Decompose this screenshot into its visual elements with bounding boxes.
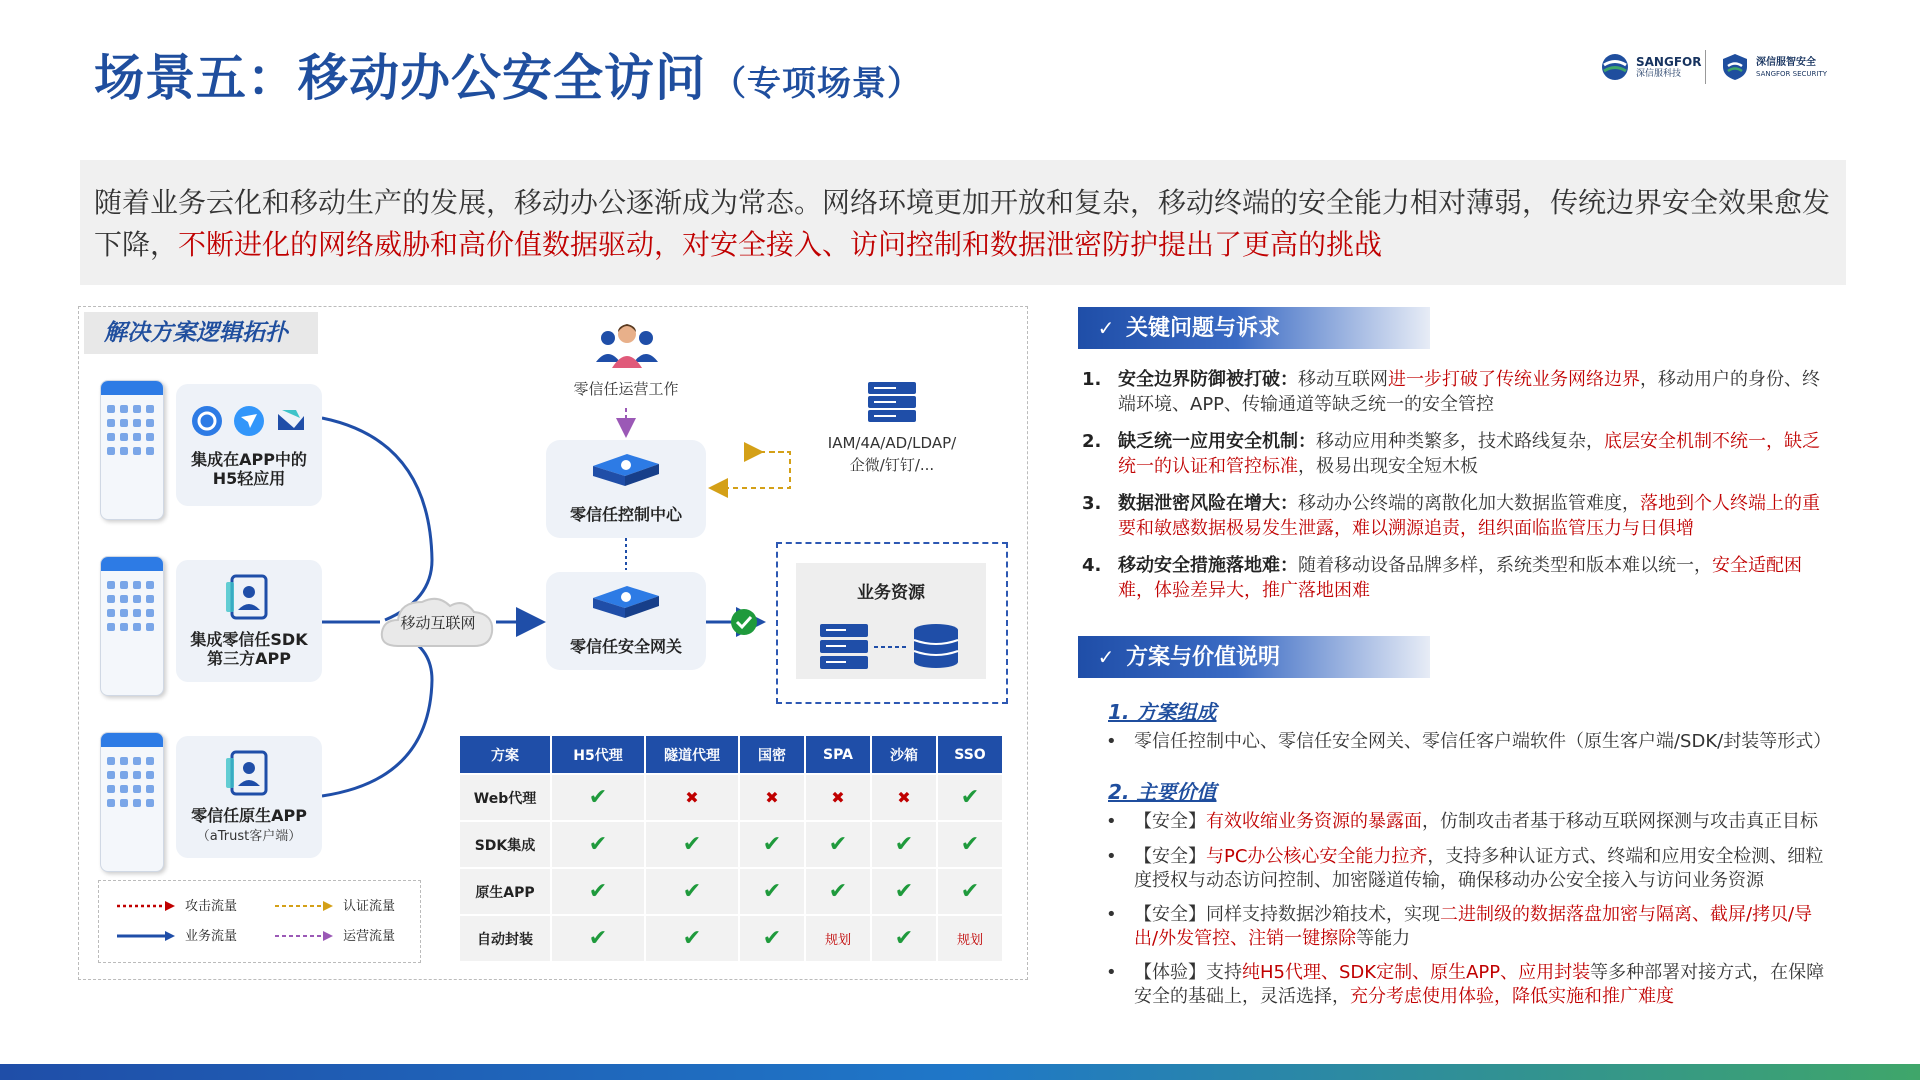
value-tag: 【安全】	[1134, 811, 1206, 832]
app-label-native: 零信任原生APP	[191, 806, 307, 825]
issue-highlight: 进一步打破了传统业务网络边界	[1388, 369, 1640, 390]
value-tag: 【安全】	[1134, 846, 1206, 867]
table-cell: ✖	[740, 775, 804, 820]
shield-logo-icon	[1720, 52, 1750, 82]
issues-header	[1078, 307, 1430, 349]
controller-node	[546, 440, 706, 538]
issue-head: 缺乏统一应用安全机制：	[1118, 431, 1316, 452]
business-line-icon	[117, 931, 175, 941]
table-cell: ✔	[938, 775, 1002, 820]
issue-text: 移动应用种类繁多，技术路线复杂，	[1316, 431, 1604, 452]
logo2-cn: 深信服智安全	[1756, 56, 1816, 68]
resource-icons	[818, 622, 968, 672]
issues-header-label: 关键问题与诉求	[1126, 316, 1281, 341]
issue-text: 移动互联网	[1298, 369, 1388, 390]
iam-line1: IAM/4A/AD/LDAP/	[827, 434, 957, 452]
title-main: 场景五：移动办公安全访问	[94, 49, 706, 107]
title-subtitle: （专项场景）	[712, 64, 922, 104]
issue-num: 1.	[1082, 369, 1102, 390]
row-name: SDK集成	[460, 822, 550, 867]
table-cell: ✔	[872, 822, 936, 867]
legend-attack: 攻击流量	[185, 899, 238, 914]
gateway-label: 零信任安全网关	[569, 637, 682, 656]
value-highlight: 与PC办公核心安全能力拉齐	[1206, 846, 1428, 867]
value-item	[1106, 810, 1826, 834]
issue-highlight: 安全适配困难，体验差异大，推广落地困难	[1118, 555, 1802, 601]
table-header: SSO	[938, 736, 1002, 773]
issue-head: 数据泄密风险在增大：	[1118, 493, 1298, 514]
auth-line-icon	[275, 901, 333, 911]
logo-divider	[1705, 50, 1706, 84]
value-text: 同样支持数据沙箱技术，实现	[1206, 904, 1440, 925]
table-cell: 规划	[806, 916, 870, 961]
topology-title: 解决方案逻辑拓扑	[84, 312, 318, 354]
table-cell: ✔	[806, 869, 870, 914]
table-header: SPA	[806, 736, 870, 773]
issue-text: ，极易出现安全短木板	[1298, 456, 1478, 477]
iam-line2: 企微/钉钉/...	[849, 456, 935, 474]
legend-business: 业务流量	[185, 929, 238, 944]
ops-line-icon	[275, 931, 333, 941]
value-tag: 【安全】	[1134, 904, 1206, 925]
row-name: Web代理	[460, 775, 550, 820]
attack-line-icon	[117, 901, 175, 911]
value-text: ，仿制攻击者基于移动互联网探测与攻击真正目标	[1422, 811, 1818, 832]
sangfor-security-logo	[1720, 52, 1827, 82]
appliance-icon	[591, 450, 661, 490]
table-cell: ✖	[872, 775, 936, 820]
composition-heading: 1. 方案组成	[1108, 700, 1217, 724]
table-cell: ✔	[872, 869, 936, 914]
wecom-icon	[190, 404, 224, 438]
phone-mockup-h5	[100, 380, 164, 520]
app-label2-h5: H5轻应用	[212, 469, 286, 488]
table-header-row	[460, 736, 1002, 773]
tablet-user-icon	[226, 572, 272, 622]
sangfor-logo-icon	[1600, 52, 1630, 82]
issue-num: 2.	[1082, 431, 1102, 452]
app-label-sdk: 集成零信任SDK	[190, 630, 308, 649]
controller-label: 零信任控制中心	[569, 505, 682, 524]
issue-text: 随着移动设备品牌多样，系统类型和版本难以统一，	[1298, 555, 1712, 576]
app-icons-row	[176, 404, 322, 438]
dingtalk-icon	[232, 404, 266, 438]
value-heading: 2. 主要价值	[1108, 780, 1217, 804]
issue-num: 3.	[1082, 493, 1102, 514]
row-name: 原生APP	[460, 869, 550, 914]
legend	[98, 880, 421, 963]
table-row	[460, 775, 1002, 820]
check-circle-icon	[730, 608, 758, 636]
feishu-icon	[274, 404, 308, 438]
issue-highlight: 底层安全机制不统一，缺乏统一的认证和管控标准	[1118, 431, 1820, 477]
ops-label: 零信任运营工作	[573, 380, 679, 398]
resource-label: 业务资源	[857, 583, 925, 603]
logo1-name: SANGFOR	[1636, 54, 1702, 69]
table-header: 国密	[740, 736, 804, 773]
table-cell: ✔	[646, 822, 738, 867]
sangfor-logo	[1600, 52, 1701, 82]
value-item	[1106, 961, 1826, 1009]
table-cell: ✔	[552, 822, 644, 867]
check-icon: ✓	[1097, 645, 1115, 669]
table-row	[460, 822, 1002, 867]
issue-num: 4.	[1082, 555, 1102, 576]
solution-header-label: 方案与价值说明	[1126, 645, 1281, 670]
bullet-dot: •	[1106, 962, 1117, 983]
issue-item	[1082, 491, 1822, 541]
appliance-icon	[591, 582, 661, 622]
bullet-dot: •	[1106, 811, 1117, 832]
issue-item	[1082, 553, 1822, 603]
intro-highlight: 不断进化的网络威胁和高价值数据驱动，对安全接入、访问控制和数据泄密防护提出了更高的挑战	[178, 228, 1383, 261]
legend-auth: 认证流量	[343, 899, 396, 914]
value-highlight: 纯H5代理、SDK定制、原生APP、应用封装	[1242, 962, 1591, 983]
value-highlight: 有效收缩业务资源的暴露面	[1206, 811, 1422, 832]
bullet-dot: •	[1106, 731, 1117, 752]
table-cell: ✔	[740, 822, 804, 867]
issue-item	[1082, 429, 1822, 479]
gateway-node	[546, 572, 706, 670]
table-cell: ✔	[938, 869, 1002, 914]
table-cell: ✖	[646, 775, 738, 820]
app-box-h5	[176, 384, 322, 506]
table-cell: ✔	[646, 869, 738, 914]
logo1-cn: 深信服科技	[1636, 68, 1682, 79]
app-label-h5: 集成在APP中的	[191, 450, 307, 469]
iam-label	[800, 432, 984, 476]
table-cell: ✔	[872, 916, 936, 961]
table-row	[460, 869, 1002, 914]
table-header: 隧道代理	[646, 736, 738, 773]
value-tag: 【体验】	[1134, 962, 1206, 983]
bullet-dot: •	[1106, 904, 1117, 925]
table-header: 方案	[460, 736, 550, 773]
issue-text: ，移动用户的身份、终端环境、APP、传输通道等缺乏统一的安全管控	[1118, 369, 1820, 415]
table-cell: ✖	[806, 775, 870, 820]
value-highlight: 二进制级的数据落盘加密与隔离、截屏/拷贝/导出/外发管控、注销一键擦除	[1134, 904, 1813, 949]
issue-text: 移动办公终端的离散化加大数据监管难度，	[1298, 493, 1640, 514]
app-box-native	[176, 736, 322, 858]
composition-text: 零信任控制中心、零信任安全网关、零信任客户端软件（原生客户端/SDK/封装等形式）	[1134, 731, 1832, 752]
table-cell: ✔	[552, 916, 644, 961]
issue-head: 移动安全措施落地难：	[1118, 555, 1298, 576]
check-icon: ✓	[1097, 316, 1115, 340]
value-text: 等能力	[1356, 928, 1411, 949]
intro-plain: 随着业务云化和移动生产的发展，移动办公逐渐成为常态。网络环境更加开放和复杂，移动终端的安全能力相对薄弱，传统边界安全效果愈发下降，	[94, 186, 1831, 261]
phone-mockup-sdk	[100, 556, 164, 696]
tablet-user-icon	[226, 748, 272, 798]
value-text: ，支持多种认证方式、终端和应用安全检测、细粒度授权与动态访问控制、加密隧道传输，确保移动办公安全接入与访问业务资源	[1134, 846, 1824, 891]
footer-bar	[0, 1064, 1920, 1080]
phone-mockup-native	[100, 732, 164, 872]
table-cell: ✔	[552, 869, 644, 914]
app-label2-native: （aTrust客户端）	[196, 829, 302, 844]
table-header: 沙箱	[872, 736, 936, 773]
value-text: 支持	[1206, 962, 1242, 983]
app-label2-sdk: 第三方APP	[207, 649, 291, 668]
ops-people-icon	[590, 320, 664, 372]
table-cell: ✔	[938, 822, 1002, 867]
value-item	[1106, 845, 1826, 893]
table-cell: ✔	[740, 869, 804, 914]
value-text: 等多种部署对接方式，在保障安全的基础上，灵活选择，	[1134, 962, 1825, 1007]
bullet-dot: •	[1106, 846, 1117, 867]
table-cell: ✔	[740, 916, 804, 961]
issue-head: 安全边界防御被打破：	[1118, 369, 1298, 390]
table-cell: ✔	[806, 822, 870, 867]
table-cell: 规划	[938, 916, 1002, 961]
value-highlight: 充分考虑使用体验，降低实施和推广难度	[1350, 986, 1674, 1007]
logo2-name: SANGFOR SECURITY	[1756, 69, 1828, 78]
value-item	[1106, 903, 1826, 951]
table-cell: ✔	[552, 775, 644, 820]
composition-item	[1106, 730, 1832, 754]
table-row	[460, 916, 1002, 961]
server-icon	[866, 380, 918, 424]
issue-item	[1082, 367, 1822, 417]
issue-highlight: 落地到个人终端上的重要和敏感数据极易发生泄露，难以溯源追责，组织面临监管压力与日俱增	[1118, 493, 1820, 539]
table-cell: ✔	[646, 916, 738, 961]
legend-ops: 运营流量	[343, 929, 396, 944]
solution-header	[1078, 636, 1430, 678]
row-name: 自动封装	[460, 916, 550, 961]
internet-label: 移动互联网	[400, 614, 476, 632]
table-header: H5代理	[552, 736, 644, 773]
app-box-sdk	[176, 560, 322, 682]
capability-table	[458, 734, 1004, 963]
